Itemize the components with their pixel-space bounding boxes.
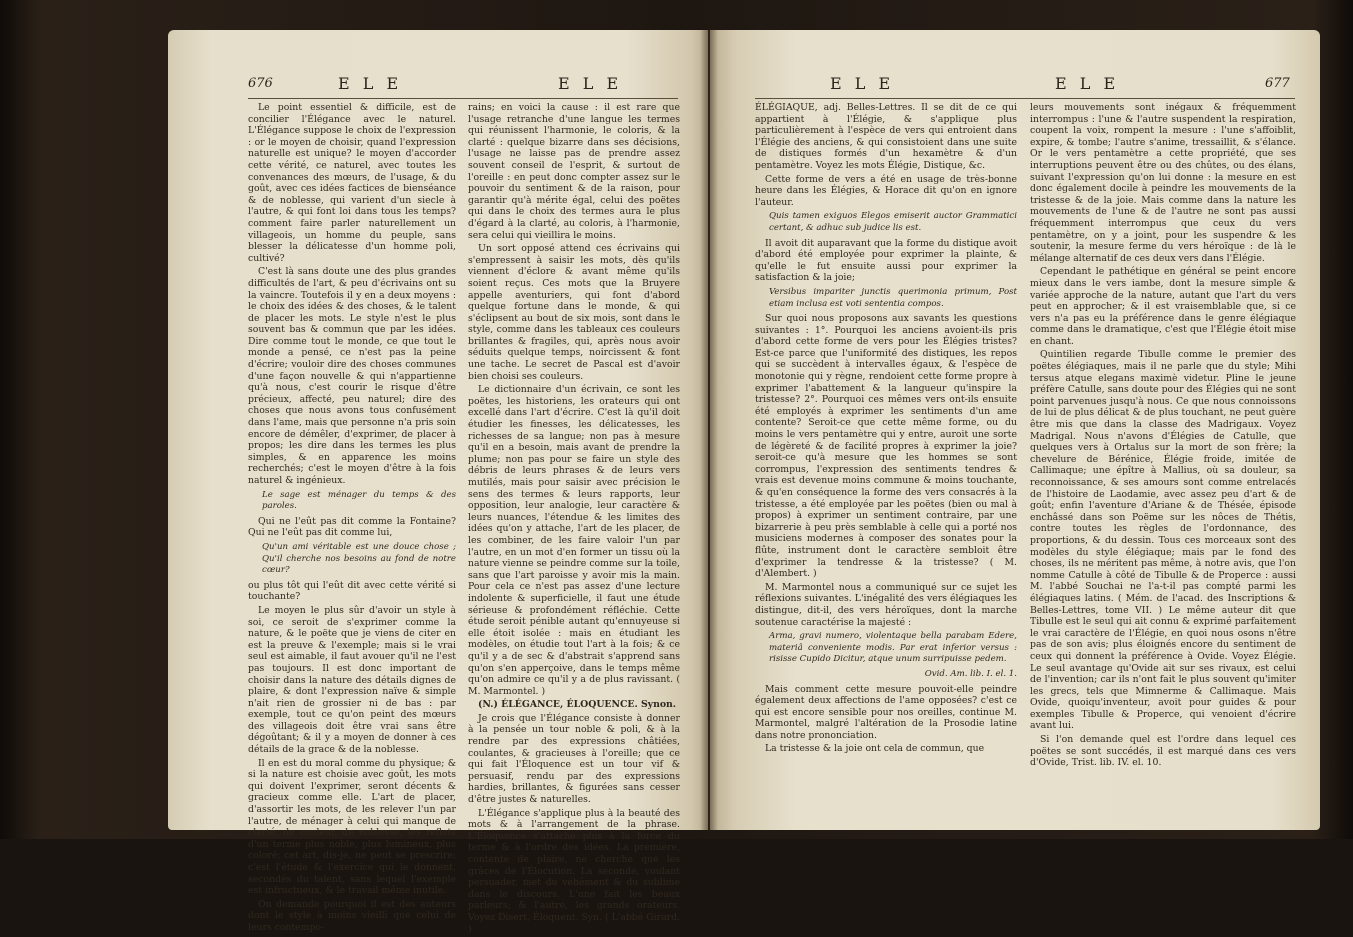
paragraph: Il en est du moral comme du physique; & si la nature est choisie avec goût, les mots qui doivent l'exprimer, seront décents & gracieux comme elle. L'art de placer, d'assortir les mots, de les relever l'un par l'autre, de ménager à celui qui manque de clarté, de couleur, de noblesse, les reflets d'un terme plus noble, plus lumineux, plus coloré; cet art, dis-je, ne peut se prescrire; c'est l'étude & l'exercice qui le donnent, secondés du talent, sans lequel l'exemple est infructueux, & le travail même inutile. (248, 757, 456, 897)
left-column-1 (248, 102, 456, 936)
paragraph: Si l'on demande quel est l'ordre dans lequel ces poëtes se sont succédés, il est marqué dans ces vers d'Ovide, Trist. lib. IV. el. 10. (1030, 734, 1296, 769)
paragraph: Le moyen le plus sûr d'avoir un style à soi, ce seroit de s'exprimer comme la nature, & le poëte que je viens de citer en est la preuve & l'exemple; mais si le vrai seul est aimable, il faut avouer qu'il ne l'est pas toujours. Il est donc important de choisir dans la nature des détails dignes de plaire, & dont l'expression naïve & simple n'ait rien de grossier ni de bas : par exemple, tout ce qu'on peint des mœurs des villageois doit être vrai sans être dégoûtant; & il y a moyen de donner à ces détails de la grace & de la noblesse. (248, 604, 456, 756)
paragraph: C'est là sans doute une des plus grandes difficultés de l'art, & peu d'écrivains ont su la vaincre. Toutefois il y en a deux moyens : le choix des idées & des choses, & le talent de placer les mots. Le style n'est le plus souvent bas & commun que par les idées. Dire comme tout le monde, ce que tout le monde a pensé, ce n'est pas la peine d'écrire; vouloir dire des choses communes d'une façon nouvelle & qui n'appartienne qu'à nous, c'est courir le risque d'être précieux, affecté, peu naturel; dire des choses que nous avons tous confusément dans l'ame, mais que personne n'a pris soin encore de démêler, d'exprimer, de placer à propos; les dire dans les termes les plus simples, & en apparence les moins recherchés; c'est le moyen d'être à la fois naturel & ingénieux. (248, 266, 456, 486)
paragraph: Cependant le pathétique en général se peint encore mieux dans le vers iambe, dont la mesure simple & variée approche de la nature, autant que l'art du vers peut en approcher; & il est vraisemblable que, si ce vers n'a pas eu la préférence dans le genre élégiaque comme dans le dramatique, c'est que l'Élégie étoit mise en chant. (1030, 266, 1296, 347)
quote: Quis tamen exiguos Elegos emiserit auctor Grammatici certant, & adhuc sub judice lis est. (769, 211, 1017, 233)
paragraph: Quintilien regarde Tibulle comme le premier des poëtes élégiaques, mais il ne parle que du style; Mihi tersus atque elegans maximè videtur. Pline le jeune préfère Catulle, sans doute pour des Élégies qui ne sont point parvenues jusqu'à nous. Ce que nous connoissons de lui de plus délicat & de plus touchant, ne peut guère être mis que dans la classe des Madrigaux. Voyez Madrigal. Nous n'avons d'Élégies de Catulle, que quelques vers à Ortalus sur la mort de son frère; la chevelure de Bérénice, Élégie froide, imitée de Callimaque; une épître à Mallius, où sa douleur, sa reconnoissance, & ses amours sont comme entrelacés de l'histoire de Laodamie, avec assez peu d'art & de goût; enfin l'aventure d'Ariane & de Thésée, épisode enchâssé dans son Poëme sur les nôces de Thétis, contre toutes les règles de l'ordonnance, des proportions, & du dessin. Tous ces morceaux sont des modèles du style élégiaque; mais par le fond des choses, ils ne méritent pas même, à notre avis, que l'on nomme Catulle à côté de Tibulle & de Properce : aussi M. l'abbé Souchai ne l'a-t-il pas compté parmi les élégiaques latins. ( Mém. de l'acad. des Inscriptions & Belles-Lettres, tome VII. ) Le même auteur dit que Tibulle est le seul qui ait connu & exprimé parfaitement le vrai caractère de l'Élégie, en quoi nous osons n'être pas de son avis; plus éloignés encore du sentiment de ceux qui donnent la préférence à Ovide. Voyez Élégie. Le seul avantage qu'Ovide ait sur ses rivaux, est celui de l'invention; car ils n'ont fait le plus souvent qu'imiter les grecs, tels que Mimnerme & Callimaque. Mais Ovide, quoiqu'inventeur, avoit pour guides & pour exemples Tibulle & Properce, qui venoient d'écrire avant lui. (1030, 349, 1296, 732)
right-column-2 (1030, 102, 1296, 771)
right-column-1 (755, 102, 1017, 757)
paragraph: La tristesse & la joie ont cela de commun, que (765, 743, 985, 755)
paragraph: Cette forme de vers a été en usage de très-bonne heure dans les Élégies, & Horace dit qu'on en ignore l'auteur. (755, 173, 1017, 208)
left-column-2 (468, 102, 680, 937)
paragraph: On demande pourquoi il est des auteurs dont le style à moins vieilli que celui de leurs contempo- (248, 898, 456, 933)
paragraph: M. Marmontel nous a communiqué sur ce sujet les réflexions suivantes. L'inégalité des vers élégiaques les distingue, dit-il, des vers héroïques, dont la marche soutenue caractérise la majesté : (755, 581, 1017, 628)
entry-heading: (N.) ÉLÉGANCE, ÉLOQUENCE. Synon. (478, 699, 677, 711)
right-page-number: 677 (1265, 76, 1290, 91)
quote: Arma, gravi numero, violentaque bella parabam Edere, materiâ conveniente modis. Par erat inferior versus : risisse Cupido Dicitur, atque unum surripuisse pedem. (769, 631, 1017, 665)
paragraph: Qui ne l'eût pas dit comme la Fontaine? Qui ne l'eût pas dit comme lui, (248, 515, 456, 539)
right-header-rule (755, 98, 1295, 99)
left-page (168, 30, 708, 935)
paragraph: leurs mouvements sont inégaux & fréquemment interrompus : l'une & l'autre suspendent la respiration, coupent la voix, rompent la mesure : l'une s'affoiblit, expire, & tombe; l'autre s'anime, tressaillit, & s'élance. Or le vers pentamètre a cette propriété, que ses interruptions peuvent être ou des chûtes, ou des élans, suivant l'expression qu'on lui donne : la mesure en est donc également docile à peindre les mouvements de la tristesse & de la joie. Mais comme dans la nature les mouvements de l'une & de l'autre ne sont pas aussi fréquemment interrompus que ceux du vers pentamètre, on y a joint, pour les suspendre & les soutenir, la mesure ferme du vers héroïque : de là le mélange alternatif de ces deux vers dans l'Élégie. (1030, 102, 1296, 264)
book-gutter (700, 30, 718, 830)
paragraph: Sur quoi nous proposons aux savants les questions suivantes : 1°. Pourquoi les anciens avoient-ils pris d'abord cette forme de vers pour les Élégies tristes? Est-ce parce que l'uniformité des distiques, les repos qui se succèdent à intervalles égaux, & l'espèce de monotonie qui y règne, rendoient cette forme propre à exprimer l'abattement & la langueur qu'inspire la tristesse? 2°. Pourquoi ces mêmes vers ont-ils ensuite été employés à exprimer les sentiments d'un ame contente? Seroit-ce que cette même forme, ou du moins le vers pentamètre qui y entre, auroit une sorte de légèreté & de facilité propres à exprimer la joie? seroit-ce qu'à mesure que les hommes se sont corrompus, l'expression des sentiments tendres & vrais est devenue moins commune & moins touchante, & qu'en conséquence la forme des vers consacrés à la tristesse, a été employée par les poëtes (bien ou mal à propos) à exprimer un sentiment contraire, par une bizarrerie à peu près semblable à celle qui a porté nos musiciens modernes à composer des sonates pour la flûte, instrument dont le caractère sembloit être d'exprimer la tendresse & la tristesse? ( M. d'Alembert. ) (755, 313, 1017, 580)
citation: Ovid. Am. lib. I. el. 1. (924, 668, 1017, 679)
right-page (710, 30, 1320, 830)
left-headword-1: E L E (338, 74, 403, 93)
paragraph: Mais comment cette mesure pouvoit-elle peindre également deux affections de l'ame opposées? c'est ce qui est encore sensible pour nos oreilles, continue M. Marmontel, malgré l'altération de la Prosodie latine dans notre prononciation. (755, 683, 1017, 741)
entry-paragraph: ÉLÉGIAQUE, adj. Belles-Lettres. Il se dit de ce qui appartient à l'Élégie, & s'applique plus particulièrement à l'espèce de vers qui entroient dans l'Élégie des anciens, & qui consistoient dans une suite de distiques formés d'un hexamètre & d'un pentamètre. Voyez les mots Élégie, Distique, &c. (755, 102, 1017, 171)
quote: Le sage est ménager du temps & des paroles. (262, 489, 456, 512)
paragraph: Un sort opposé attend ces écrivains qui s'empressent à saisir les mots, dès qu'ils viennent d'éclore & avant même qu'ils soient reçus. Ces mots que la Bruyere appelle aventuriers, qui font d'abord quelque fortune dans le monde, & qui s'éclipsent au bout de six mois, sont dans le style, comme dans les tableaux ces couleurs brillantes & fragiles, qui, après nous avoir séduits quelque temps, noircissent & font une tache. Le secret de Pascal est d'avoir bien choisi ses couleurs. (468, 243, 680, 382)
paragraph: rains; en voici la cause : il est rare que l'usage retranche d'une langue les termes qui réunissent l'harmonie, le coloris, & la clarté : quelque bizarre dans ses décisions, l'usage ne laisse pas de prendre assez souvent conseil de l'esprit, & surtout de l'oreille : en peut donc compter assez sur le pouvoir du sentiment & de la raison, pour garantir qu'à mérite égal, celui des poëtes qui dans le choix des termes aura le plus d'égard à la clarté, au coloris, à l'harmonie, sera celui qui vieillira le moins. (468, 102, 680, 241)
paragraph: Je crois que l'Élégance consiste à donner à la pensée un tour noble & poli, & à la rendre par des expressions châtiées, coulantes, & gracieuses à l'oreille; que ce qui fait l'Éloquence est un tour vif & persuasif, rendu par des expressions hardies, brillantes, & figurées sans cesser d'être justes & naturelles. (468, 712, 680, 806)
quote: Versibus impariter junctis querimonia primum, Post etiam inclusa est voti sententia compos. (769, 286, 1017, 309)
right-headword-2: E L E (1055, 74, 1120, 93)
left-header-rule (248, 98, 678, 99)
quote: Qu'un ami véritable est une douce chose ; Qu'il cherche nos besoins au fond de notre cœur? (262, 541, 456, 576)
left-page-number: 676 (248, 76, 273, 91)
right-headword-1: E L E (830, 74, 895, 93)
paragraph: Le point essentiel & difficile, est de concilier l'Élégance avec le naturel. L'Élégance suppose le choix de l'expression : or le moyen de choisir, quand l'expression naturelle est unique? le moyen d'accorder cette vérité, ce naturel, avec toutes les convenances des mœurs, de l'usage, & du goût, avec ces idées factices de bienséance & de noblesse, qui varient d'un siecle à l'autre, & qui font loi dans tous les temps? comment faire parler naturellement un villageois, un homme du peuple, sans blesser la délicatesse d'un homme poli, cultivé? (248, 102, 456, 264)
paragraph: L'Élégance s'applique plus à la beauté des mots & à l'arrangement de la phrase. L'Éloquence s'attache plus à la force du terme & à l'ordre des idées. La première, contente de plaire, ne cherche que les grâces de l'Élocution. La seconde, voulant persuader, met du véhément & du sublime dans le discours. L'une fait les beaux parleurs; & l'autre, les grands orateurs. Voyez Disert, Éloquent. Syn. ( L'abbé Girard. ) (468, 807, 680, 935)
paragraph: Il avoit dit auparavant que la forme du distique avoit d'abord été employée pour exprimer la plainte, & qu'elle le fut ensuite aussi pour exprimer la satisfaction & la joie; (755, 237, 1017, 284)
paragraph: ou plus tôt qui l'eût dit avec cette vérité si touchante? (248, 579, 456, 603)
paragraph: Le dictionnaire d'un écrivain, ce sont les poëtes, les historiens, les orateurs qui ont excellé dans l'art d'écrire. C'est là qu'il doit étudier les finesses, les délicatesses, les richesses de sa langue; non pas à mesure qu'il en a besoin, mais avant de prendre la plume; non pas pour se faire un style des débris de leurs phrases & de leurs vers mutilés, mais pour saisir avec précision le sens des termes & leurs rapports, leur opposition, leur analogie, leur caractère & leurs nuances, l'étendue & les limites des idées qu'on y attache, l'art de les placer, de les combiner, de les faire valoir l'un par l'autre, en un mot d'en former un tissu où la nature vienne se peindre comme sur la toile, sans que l'art paroisse y avoir mis la main. Pour cela ce n'est pas assez d'une lecture indolente & superficielle, il faut une étude sérieuse & profondément réfléchie. Cette étude seroit pénible autant qu'ennuyeuse si elle étoit isolée : mais en étudiant les modèles, on étudie tout l'art à la fois; & ce qu'il y a de sec & d'abstrait s'apprend sans qu'on s'en apperçoive, dans le temps même qu'on admire ce qu'il y a de plus ravissant. ( M. Marmontel. ) (468, 384, 680, 697)
left-headword-2: E L E (558, 74, 623, 93)
